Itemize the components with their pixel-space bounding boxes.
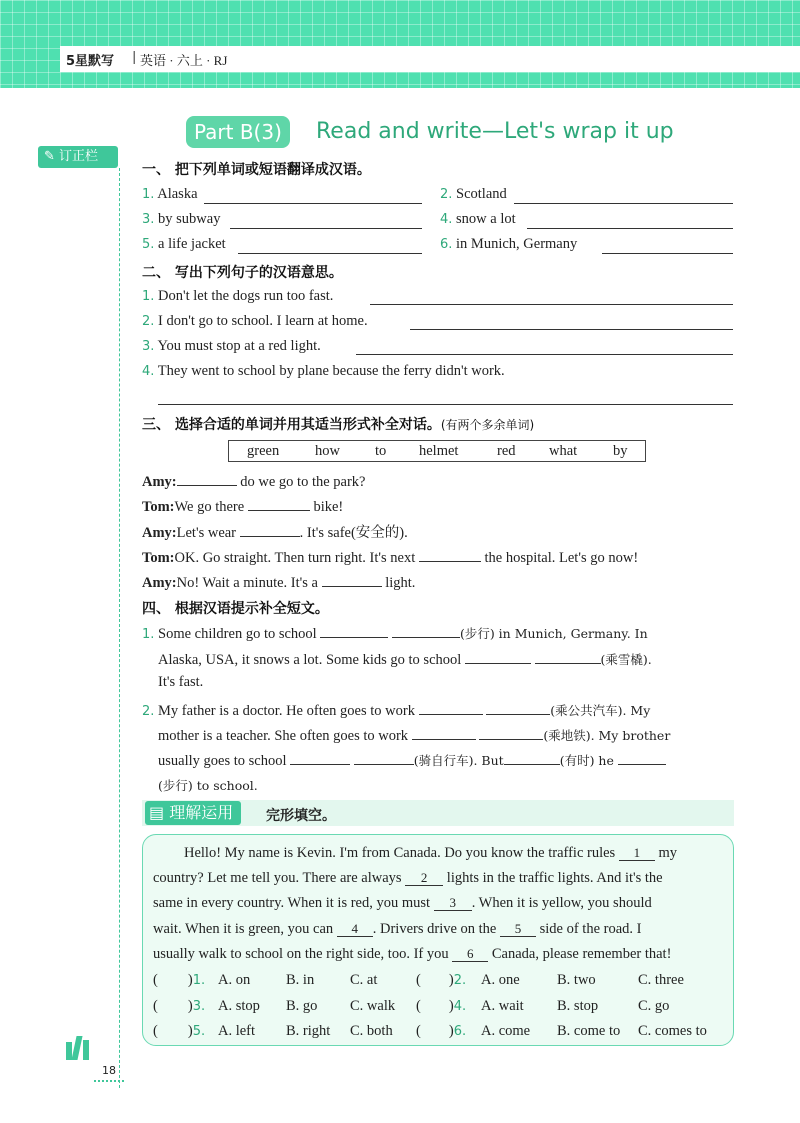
passage1-line: It's fast. <box>158 674 204 690</box>
option-row: ( )5. <box>153 1023 206 1039</box>
section2-item: 3. You must stop at a red light. <box>142 338 321 354</box>
section2-heading: 二、 写出下列句子的汉语意思。 <box>142 265 343 281</box>
answer-blank[interactable] <box>419 547 481 562</box>
cloze-gap[interactable]: 5 <box>500 922 536 937</box>
option-b[interactable]: B. right <box>286 1023 331 1039</box>
page-title: Read and write—Let's wrap it up <box>316 119 674 144</box>
correction-column-tag <box>38 146 118 168</box>
option-c[interactable]: C. three <box>638 972 684 988</box>
answer-line[interactable] <box>356 354 733 355</box>
answer-blank[interactable] <box>240 522 300 537</box>
answer-line[interactable] <box>370 304 733 305</box>
header-band <box>0 0 800 88</box>
header-separator: | <box>132 50 137 65</box>
option-row: ( )4. <box>416 998 467 1014</box>
option-b[interactable]: B. two <box>557 972 596 988</box>
cloze-line: same in every country. When it is red, you must 3 . When it is yellow, you should <box>153 895 652 911</box>
answer-blank[interactable] <box>412 725 476 740</box>
option-b[interactable]: B. stop <box>557 998 599 1014</box>
option-c[interactable]: C. comes to <box>638 1023 707 1039</box>
answer-blank[interactable] <box>248 496 310 511</box>
option-c[interactable]: C. both <box>350 1023 393 1039</box>
option-row: ( )3. <box>153 998 206 1014</box>
cloze-line: usually walk to school on the right side, too. If you 6 Canada, please remember that! <box>153 946 672 962</box>
application-label: 理解运用 <box>169 803 234 822</box>
cloze-gap[interactable]: 1 <box>619 846 655 861</box>
answer-line[interactable] <box>410 329 733 330</box>
dialogue-line: Tom:We go there bike! <box>142 496 343 516</box>
word-bank-item: what <box>549 443 578 459</box>
answer-blank[interactable] <box>290 750 350 765</box>
passage1-line: 1. Some children go to school (步行) in Munich, Germany. In <box>142 623 648 643</box>
option-b[interactable]: B. in <box>286 972 315 988</box>
section1-item: 1. Alaska <box>142 186 198 202</box>
section4-heading: 四、 根据汉语提示补全短文。 <box>142 601 329 617</box>
word-bank-item: to <box>375 443 387 459</box>
answer-blank[interactable] <box>322 572 382 587</box>
brand-label: 5星默写 <box>66 54 115 69</box>
cloze-line: Hello! My name is Kevin. I'm from Canada. Do you know the traffic rules 1 my <box>184 845 677 861</box>
answer-blank[interactable] <box>392 623 460 638</box>
section2-item: 1. Don't let the dogs run too fast. <box>142 288 334 304</box>
section3-heading: 三、 选择合适的单词并用其适当形式补全对话。(有两个多余单词) <box>142 417 535 433</box>
option-b[interactable]: B. go <box>286 998 318 1014</box>
option-a[interactable]: A. one <box>481 972 520 988</box>
answer-line[interactable] <box>527 228 733 229</box>
answer-line[interactable] <box>238 253 422 254</box>
option-a[interactable]: A. stop <box>218 998 260 1014</box>
answer-line[interactable] <box>602 253 733 254</box>
word-bank-item: helmet <box>419 443 459 459</box>
cloze-line: country? Let me tell you. There are always 2 lights in the traffic lights. And it's the <box>153 870 663 886</box>
option-c[interactable]: C. at <box>350 972 378 988</box>
answer-blank[interactable] <box>618 750 666 765</box>
option-row: ( )1. <box>153 972 206 988</box>
dialogue-line: Tom:OK. Go straight. Then turn right. It's next the hospital. Let's go now! <box>142 547 638 567</box>
option-a[interactable]: A. wait <box>481 998 524 1014</box>
option-a[interactable]: A. left <box>218 1023 256 1039</box>
dialogue-line: Amy:No! Wait a minute. It's a light. <box>142 572 415 592</box>
word-bank-item: how <box>315 443 340 459</box>
section1-heading: 一、 把下列单词或短语翻译成汉语。 <box>142 162 371 178</box>
cloze-gap[interactable]: 6 <box>452 947 488 962</box>
correction-column-divider <box>119 168 120 1088</box>
word-bank-item: green <box>247 443 280 459</box>
answer-blank[interactable] <box>320 623 388 638</box>
dialogue-line: Amy: do we go to the park? <box>142 471 366 491</box>
footer-dotted-rule <box>94 1080 124 1082</box>
option-b[interactable]: B. come to <box>557 1023 621 1039</box>
answer-blank[interactable] <box>486 700 550 715</box>
section1-item: 5. a life jacket <box>142 236 226 252</box>
option-c[interactable]: C. go <box>638 998 670 1014</box>
passage2-line: (步行) to school. <box>158 778 258 793</box>
dialogue-line: Amy:Let's wear . It's safe(安全的). <box>142 521 408 542</box>
passage2-line: 2. My father is a doctor. He often goes to work (乘公共汽车). My <box>142 700 650 720</box>
cloze-gap[interactable]: 4 <box>337 922 373 937</box>
section1-item: 6. in Munich, Germany <box>440 236 578 252</box>
word-bank <box>228 440 646 462</box>
cloze-gap[interactable]: 2 <box>405 871 443 886</box>
correction-label: 订正栏 <box>59 149 99 164</box>
option-row: ( )6. <box>416 1023 467 1039</box>
option-row: ( )2. <box>416 972 467 988</box>
part-badge: Part B(3) <box>186 116 290 148</box>
answer-blank[interactable] <box>354 750 414 765</box>
word-bank-item: by <box>613 443 628 459</box>
pencil-icon: ✎ <box>44 149 55 164</box>
section1-item: 2. Scotland <box>440 186 507 202</box>
answer-line[interactable] <box>514 203 733 204</box>
application-instruction: 完形填空。 <box>266 808 336 824</box>
header-bar <box>60 46 800 72</box>
answer-blank[interactable] <box>177 471 237 486</box>
answer-line[interactable] <box>230 228 422 229</box>
answer-line[interactable] <box>204 203 422 204</box>
answer-blank[interactable] <box>504 750 560 765</box>
document-icon: ▤ <box>149 803 165 822</box>
passage2-line: usually goes to school (骑自行车). But (有时) he <box>158 750 666 770</box>
option-a[interactable]: A. come <box>481 1023 531 1039</box>
passage2-line: mother is a teacher. She often goes to work (乘地铁). My brother <box>158 725 670 745</box>
answer-line[interactable] <box>158 404 733 405</box>
cloze-gap[interactable]: 3 <box>434 896 472 911</box>
application-tag <box>145 801 241 825</box>
answer-blank[interactable] <box>419 700 483 715</box>
series-label: 英语 · 六上 · RJ <box>140 53 228 68</box>
word-bank-item: red <box>497 443 516 459</box>
section2-item: 2. I don't go to school. I learn at home. <box>142 313 368 329</box>
section1-item: 4. snow a lot <box>440 211 516 227</box>
answer-blank[interactable] <box>479 725 543 740</box>
answer-blank[interactable] <box>465 649 531 664</box>
section1-item: 3. by subway <box>142 211 221 227</box>
cloze-line: wait. When it is green, you can 4 . Drivers drive on the 5 side of the road. I <box>153 921 642 937</box>
option-c[interactable]: C. walk <box>350 998 396 1014</box>
option-a[interactable]: A. on <box>218 972 251 988</box>
answer-blank[interactable] <box>535 649 601 664</box>
section2-item: 4. They went to school by plane because the ferry didn't work. <box>142 363 505 379</box>
passage1-line: Alaska, USA, it snows a lot. Some kids go to school (乘雪橇). <box>158 649 652 669</box>
page-number: 18 <box>102 1064 116 1077</box>
